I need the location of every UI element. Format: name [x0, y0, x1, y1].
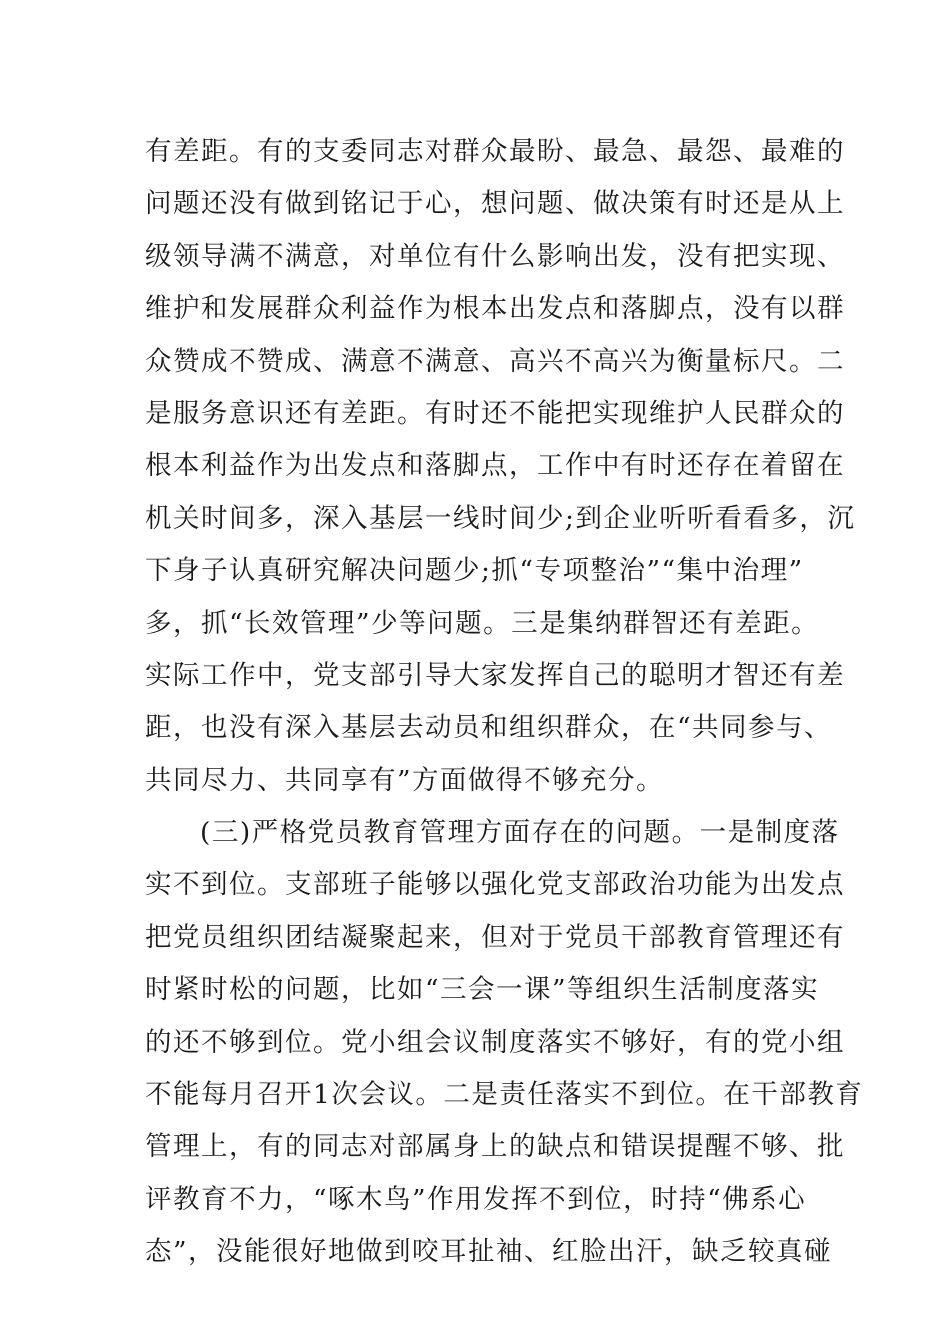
text-line: 有差距。有的支委同志对群众最盼、最急、最怨、最难的 [145, 136, 845, 167]
text-line: 距，也没有深入基层去动员和组织群众，在“共同参与、 [145, 712, 833, 744]
section-heading-line: (三)严格党员教育管理方面存在的问题。一是制度落 [200, 817, 840, 849]
text-line: 管理上，有的同志对部属身上的缺点和错误提醒不够、批 [145, 1131, 845, 1163]
text-line: 机关时间多，深入基层一线时间少;到企业听听看看多，沉 [145, 502, 856, 534]
text-line: 问题还没有做到铭记于心，想问题、做决策有时还是从上 [145, 188, 845, 220]
text-line: 态”，没能很好地做到咬耳扯袖、红脸出汗，缺乏较真碰 [145, 1236, 833, 1268]
text-line: 下身子认真研究解决问题少;抓“专项整治”“集中治理” [145, 555, 804, 587]
text-line: 的还不够到位。党小组会议制度落实不够好，有的党小组 [145, 1026, 845, 1058]
text-line: 把党员组织团结凝聚起来，但对于党员干部教育管理还有 [145, 921, 845, 953]
text-line: 时紧时松的问题，比如“三会一课”等组织生活制度落实 [145, 974, 820, 1006]
text-line: 级领导满不满意，对单位有什么影响出发，没有把实现、 [145, 240, 845, 272]
body-text [145, 126, 864, 1279]
text-line: 评教育不力，“啄木鸟”作用发挥不到位，时持“佛系心 [145, 1183, 807, 1215]
text-line: 众赞成不赞成、满意不满意、高兴不高兴为衡量标尺。二 [145, 345, 845, 377]
text-line: 多，抓“长效管理”少等问题。三是集纳群智还有差距。 [145, 607, 820, 639]
text-line: 共同尽力、共同享有”方面做得不够充分。 [145, 764, 665, 796]
text-line: 实际工作中，党支部引导大家发挥自己的聪明才智还有差 [145, 659, 845, 691]
text-line: 不能每月召开1次会议。二是责任落实不到位。在干部教育 [145, 1079, 864, 1111]
text-line: 是服务意识还有差距。有时还不能把实现维护人民群众的 [145, 397, 845, 429]
text-line: 根本利益作为出发点和落脚点，工作中有时还存在着留在 [145, 450, 845, 482]
text-line: 实不到位。支部班子能够以强化党支部政治功能为出发点 [145, 869, 845, 901]
text-line: 维护和发展群众利益作为根本出发点和落脚点，没有以群 [145, 293, 845, 325]
